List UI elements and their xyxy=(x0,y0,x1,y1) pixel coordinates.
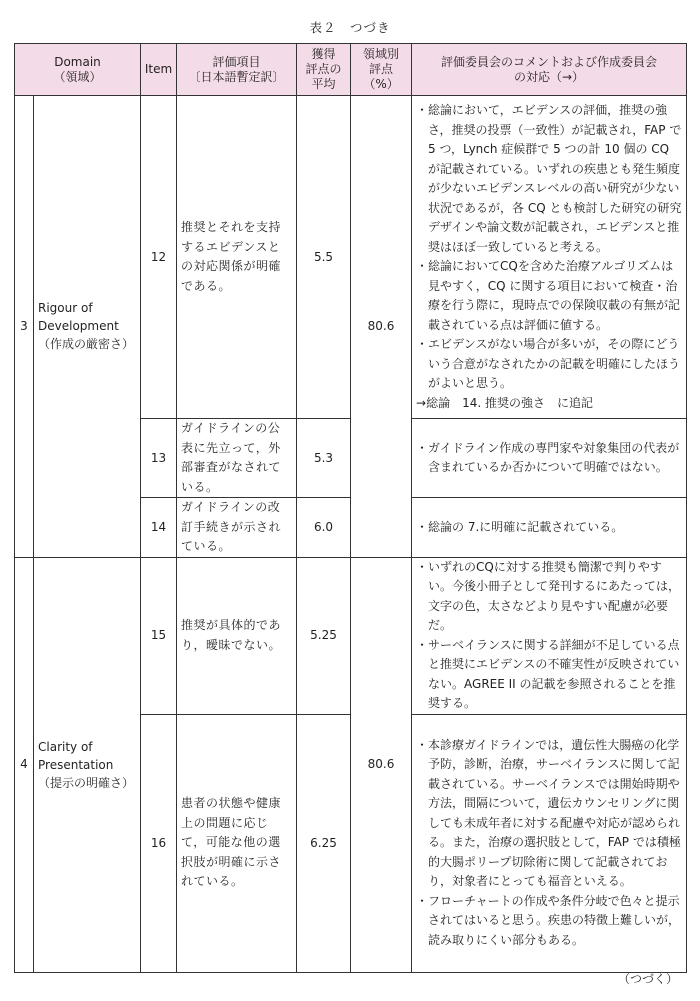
item-eval-text: ガイドラインの公表に先立って，外部審査がなされている。 xyxy=(177,419,297,498)
comment-bullet: ・ いずれのCQに対する推奨も簡潔で判りやすい。今後小冊子として発刊するにあたっては，文字の色，太さなどより見やすい配慮が必要だ。 xyxy=(416,558,682,636)
item-number: 13 xyxy=(141,419,177,498)
comment-bullet: ・ 本診療ガイドラインでは，遺伝性大腸癌の化学予防，診断，治療，サーベイランスに関して記載されている。サーベイランスでは開始時期や方法，間隔について，遺伝カウンセリングに関しても未成年者に対する配慮や対応が認められる。また，治療の選択肢として，FAP では積極的大腸ポリープ切除術に関して記載されており，対象者にとっても福音といえる。 xyxy=(416,736,682,892)
domain-number: 4 xyxy=(15,557,34,972)
header-comment: 評価委員会のコメントおよび作成委員会 の対応（→） xyxy=(412,44,687,96)
header-domain xyxy=(15,44,141,96)
comment-bullet: ・ フローチャートの作成や条件分岐で色々と提示されてはいると思う。疾患の特徴上難しいが，読み取りにくい部分もある。 xyxy=(416,892,682,951)
header-domain-en: Domain xyxy=(54,54,101,69)
item-comments xyxy=(412,419,687,498)
header-row xyxy=(15,44,687,96)
item-eval-text: 患者の状態や健康上の問題に応じて，可能な他の選択肢が明確に示されている。 xyxy=(177,714,297,972)
table-row xyxy=(15,557,687,714)
committee-response: →総論 14. 推奨の強さ に追記 xyxy=(416,395,593,410)
domain-name: Rigour of Development（作成の厳密さ） xyxy=(34,96,141,558)
item-eval-text: 推奨が具体的であり，曖昧でない。 xyxy=(177,557,297,714)
comment-bullet: ・ 総論において，エビデンスの評価，推奨の強さ，推奨の投票（一致性）が記載され，FAP で 5 つ，Lynch 症候群で 5 つの計 10 個の CQ が記載されている。いずれの疾患とも発生頻度が少ないエビデンスレベルの高い研究が少ない状況であるが，各 CQ とも検討した研究の研究デザインや論文数が記載され，エビデンスと推奨はほぼ一致していると考える。 xyxy=(416,101,682,257)
item-comments xyxy=(412,714,687,972)
item-number: 12 xyxy=(141,96,177,419)
table-caption: 表２ つづき xyxy=(309,20,391,35)
item-score: 5.25 xyxy=(297,557,351,714)
header-pct: 領域別 評点 （%） xyxy=(351,44,412,96)
domain-pct: 80.6 xyxy=(351,557,412,972)
item-comments xyxy=(412,498,687,558)
item-score: 6.25 xyxy=(297,714,351,972)
comment-bullet: ・ エビデンスがない場合が多いが，その際にどういう合意がなされたかの記載を明確にしたほうがよいと思う。 xyxy=(416,335,682,394)
domain-number: 3 xyxy=(15,96,34,558)
item-score: 6.0 xyxy=(297,498,351,558)
continued-note: （つづく） xyxy=(617,972,678,986)
item-number: 16 xyxy=(141,714,177,972)
header-score: 獲得 評点の 平均 xyxy=(297,44,351,96)
item-score: 5.5 xyxy=(297,96,351,419)
evaluation-table xyxy=(14,43,687,973)
table-row xyxy=(15,96,687,419)
item-comments xyxy=(412,96,687,419)
comment-bullet: ・ 総論においてCQを含めた治療アルゴリズムは見やすく，CQ に関する項目において検査・治療を行う際に，現時点での保険収載の有無が記載されている点は評価に値する。 xyxy=(416,257,682,335)
item-score: 5.3 xyxy=(297,419,351,498)
item-eval-text: 推奨とそれを支持するエビデンスとの対応関係が明確である。 xyxy=(177,96,297,419)
item-number: 14 xyxy=(141,498,177,558)
item-number: 15 xyxy=(141,557,177,714)
domain-name: Clarity of Presentation（提示の明確さ） xyxy=(34,557,141,972)
header-domain-jp: （領域） xyxy=(53,69,102,84)
header-eval: 評価項目 〔日本語暫定訳〕 xyxy=(177,44,297,96)
comment-bullet: ・ サーベイランスに関する詳細が不足している点と推奨にエビデンスの不確実性が反映されていない。AGREE II の記載を参照されることを推奨する。 xyxy=(416,636,682,714)
header-item: Item xyxy=(141,44,177,96)
comment-bullet: ・ ガイドライン作成の専門家や対象集団の代表が含まれているか否かについて明確ではない。 xyxy=(416,439,682,478)
item-eval-text: ガイドラインの改訂手続きが示されている。 xyxy=(177,498,297,558)
comment-bullet: ・ 総論の 7.に明確に記載されている。 xyxy=(416,518,682,538)
domain-pct: 80.6 xyxy=(351,96,412,558)
item-comments xyxy=(412,557,687,714)
